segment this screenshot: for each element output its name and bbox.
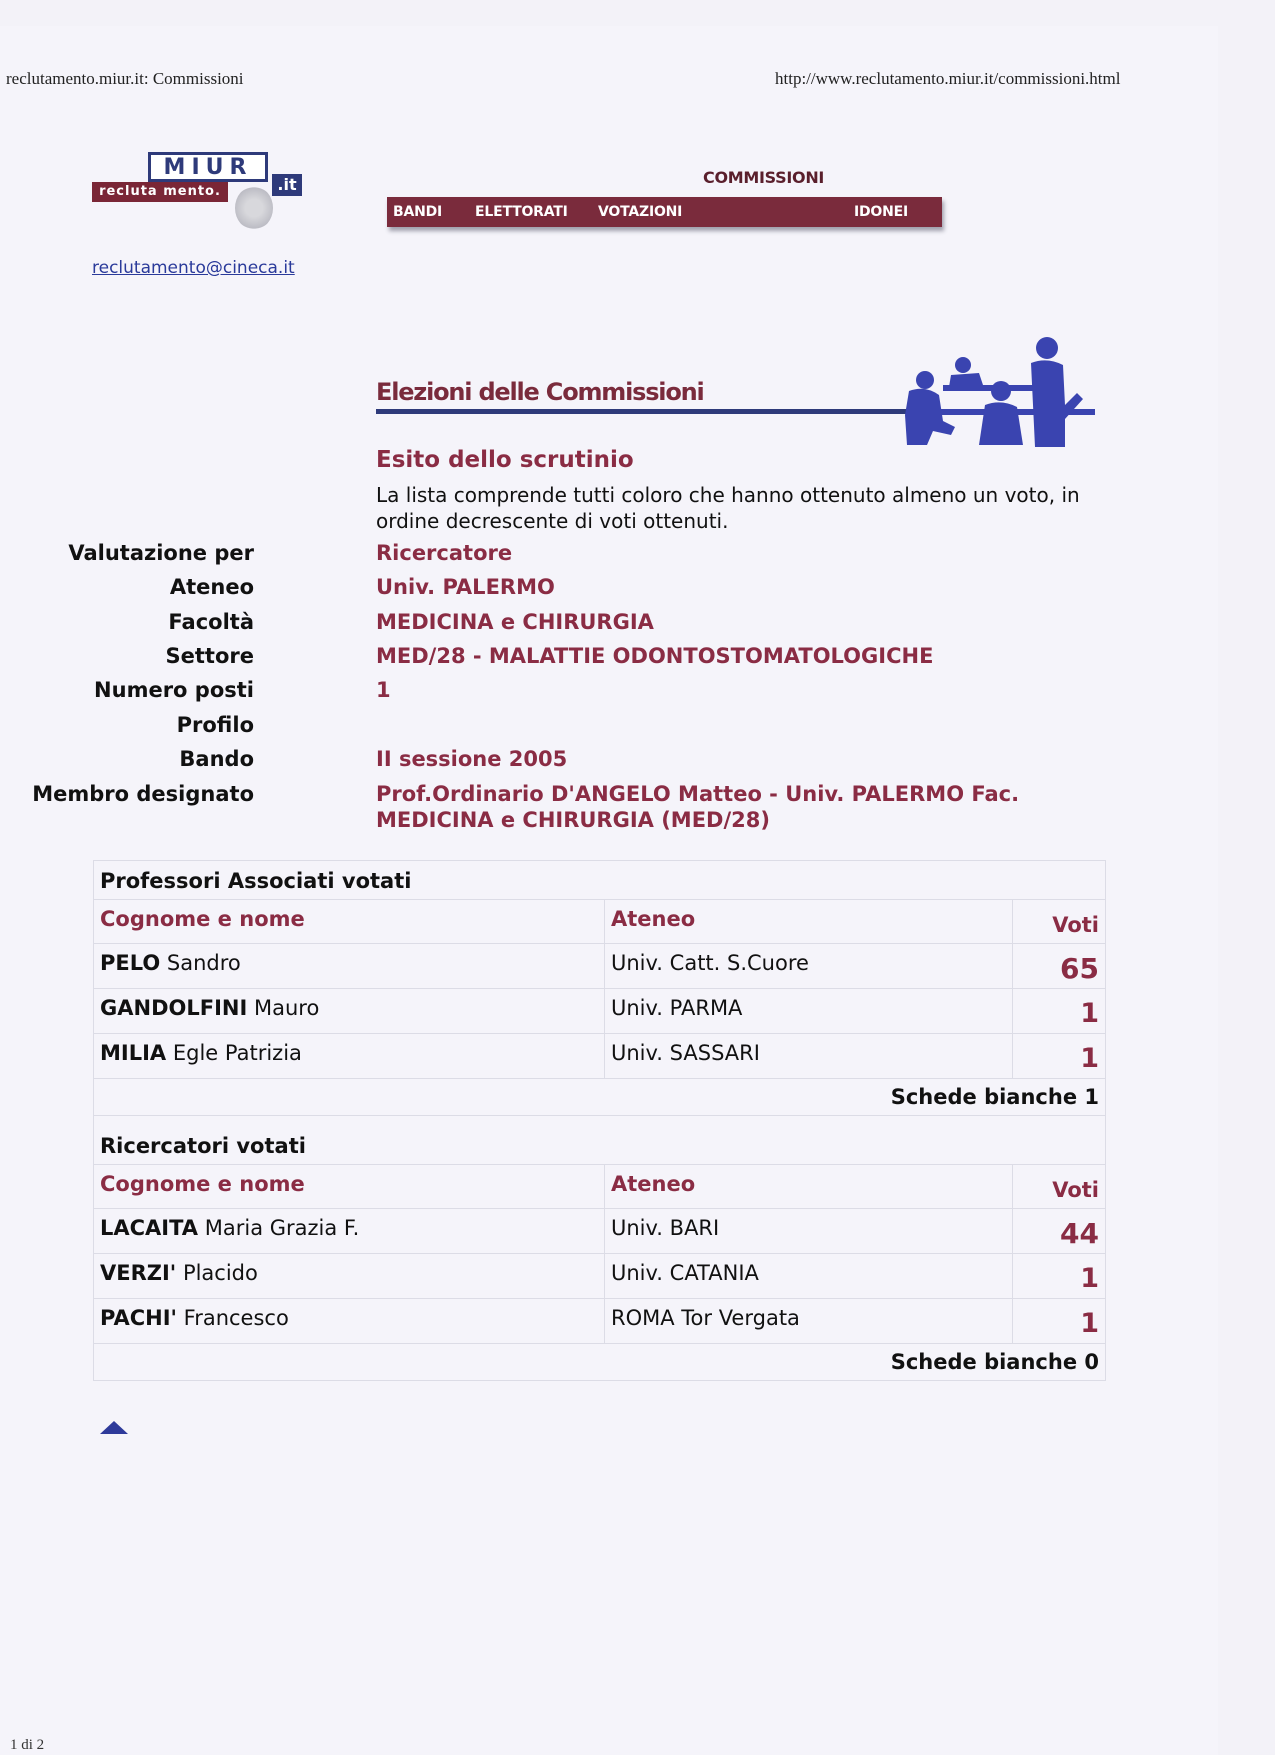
- group-title: Ricercatori votati: [94, 1116, 1106, 1165]
- info-label: Ateneo: [169, 575, 254, 599]
- column-header-row: [94, 1165, 1106, 1209]
- candidate-name: [94, 1034, 605, 1079]
- candidate-ateneo: Univ. PARMA: [605, 989, 1013, 1034]
- print-header-url: http://www.reclutamento.miur.it/commissioni.html: [775, 69, 1121, 88]
- logo-reclutamento-text: recluta mento.: [92, 182, 228, 202]
- blank-ballots: Schede bianche 1: [94, 1079, 1106, 1116]
- candidate-firstname: Sandro: [166, 951, 241, 975]
- nav-item-bandi[interactable]: BANDI: [393, 204, 443, 220]
- candidate-ateneo: Univ. CATANIA: [605, 1254, 1013, 1299]
- candidate-firstname: Maria Grazia F.: [204, 1216, 360, 1240]
- meeting-people-icon: [895, 335, 1105, 450]
- vote-table: [93, 860, 1106, 1381]
- table-row: [94, 1299, 1106, 1344]
- section-title: Elezioni delle Commissioni: [376, 378, 704, 406]
- candidate-name: [94, 989, 605, 1034]
- column-header-row: [94, 900, 1106, 944]
- info-label: Settore: [165, 644, 254, 668]
- candidate-name: [94, 944, 605, 989]
- info-value: MEDICINA e CHIRURGIA: [376, 610, 654, 634]
- blank-ballots: Schede bianche 0: [94, 1344, 1106, 1381]
- nav-item-idonei[interactable]: IDONEI: [854, 204, 909, 220]
- logo-it-text: .it: [272, 174, 302, 196]
- candidate-name: [94, 1209, 605, 1254]
- info-label: Membro designato: [32, 782, 254, 806]
- col-header-voti: Voti: [1013, 1165, 1106, 1209]
- result-title: Esito dello scrutinio: [376, 447, 634, 473]
- candidate-ateneo: Univ. SASSARI: [605, 1034, 1013, 1079]
- info-label: Profilo: [176, 713, 254, 737]
- col-header-name: Cognome e nome: [94, 1165, 605, 1209]
- info-value: 1: [376, 678, 391, 702]
- candidate-surname: PACHI': [100, 1306, 177, 1330]
- candidate-votes: 44: [1013, 1209, 1106, 1254]
- blank-ballots-row: [94, 1079, 1106, 1116]
- candidate-votes: 1: [1013, 1254, 1106, 1299]
- print-header-title: reclutamento.miur.it: Commissioni: [6, 69, 244, 88]
- logo-miur-text: MIUR: [148, 152, 268, 182]
- nav-bar: [387, 197, 942, 227]
- info-label: Facoltà: [168, 610, 254, 634]
- candidate-votes: 1: [1013, 1034, 1106, 1079]
- candidate-surname: PELO: [100, 951, 161, 975]
- table-row: [94, 944, 1106, 989]
- nav-item-votazioni[interactable]: VOTAZIONI: [598, 204, 683, 220]
- candidate-firstname: Francesco: [183, 1306, 289, 1330]
- candidate-firstname: Egle Patrizia: [172, 1041, 302, 1065]
- candidate-ateneo: ROMA Tor Vergata: [605, 1299, 1013, 1344]
- candidate-votes: 1: [1013, 989, 1106, 1034]
- info-value: MED/28 - MALATTIE ODONTOSTOMATOLOGICHE: [376, 644, 934, 668]
- table-row: [94, 1254, 1106, 1299]
- info-label: Bando: [179, 747, 254, 771]
- info-value: Prof.Ordinario D'ANGELO Matteo - Univ. PALERMO Fac. MEDICINA e CHIRURGIA (MED/28): [376, 782, 1020, 832]
- group-title: Professori Associati votati: [94, 861, 1106, 900]
- candidate-surname: LACAITA: [100, 1216, 199, 1240]
- candidate-votes: 1: [1013, 1299, 1106, 1344]
- group-header-row: [94, 1116, 1106, 1165]
- result-description: La lista comprende tutti coloro che hanno ottenuto almeno un voto, in ordine decrescente di voti ottenuti.: [376, 483, 1080, 533]
- col-header-voti: Voti: [1013, 900, 1106, 944]
- candidate-surname: MILIA: [100, 1041, 167, 1065]
- seal-icon: [235, 186, 273, 230]
- candidate-surname: VERZI': [100, 1261, 177, 1285]
- back-to-top-icon[interactable]: [100, 1421, 128, 1434]
- table-row: [94, 1209, 1106, 1254]
- table-row: [94, 989, 1106, 1034]
- candidate-firstname: Placido: [182, 1261, 258, 1285]
- miur-logo[interactable]: [92, 152, 312, 234]
- candidate-votes: 65: [1013, 944, 1106, 989]
- info-label: Numero posti: [94, 678, 254, 702]
- nav-title: COMMISSIONI: [703, 168, 825, 187]
- col-header-ateneo: Ateneo: [605, 1165, 1013, 1209]
- info-value: Ricercatore: [376, 541, 513, 565]
- candidate-name: [94, 1299, 605, 1344]
- col-header-name: Cognome e nome: [94, 900, 605, 944]
- col-header-ateneo: Ateneo: [605, 900, 1013, 944]
- info-value: Univ. PALERMO: [376, 575, 555, 599]
- candidate-surname: GANDOLFINI: [100, 996, 248, 1020]
- candidate-firstname: Mauro: [253, 996, 320, 1020]
- candidate-ateneo: Univ. BARI: [605, 1209, 1013, 1254]
- table-row: [94, 1034, 1106, 1079]
- print-footer-page: 1 di 2: [10, 1737, 45, 1753]
- candidate-name: [94, 1254, 605, 1299]
- blank-ballots-row: [94, 1344, 1106, 1381]
- info-label: Valutazione per: [68, 541, 254, 565]
- nav-item-elettorati[interactable]: ELETTORATI: [475, 204, 568, 220]
- candidate-ateneo: Univ. Catt. S.Cuore: [605, 944, 1013, 989]
- info-value: II sessione 2005: [376, 747, 568, 771]
- email-link[interactable]: reclutamento@cineca.it: [92, 258, 295, 278]
- group-header-row: [94, 861, 1106, 900]
